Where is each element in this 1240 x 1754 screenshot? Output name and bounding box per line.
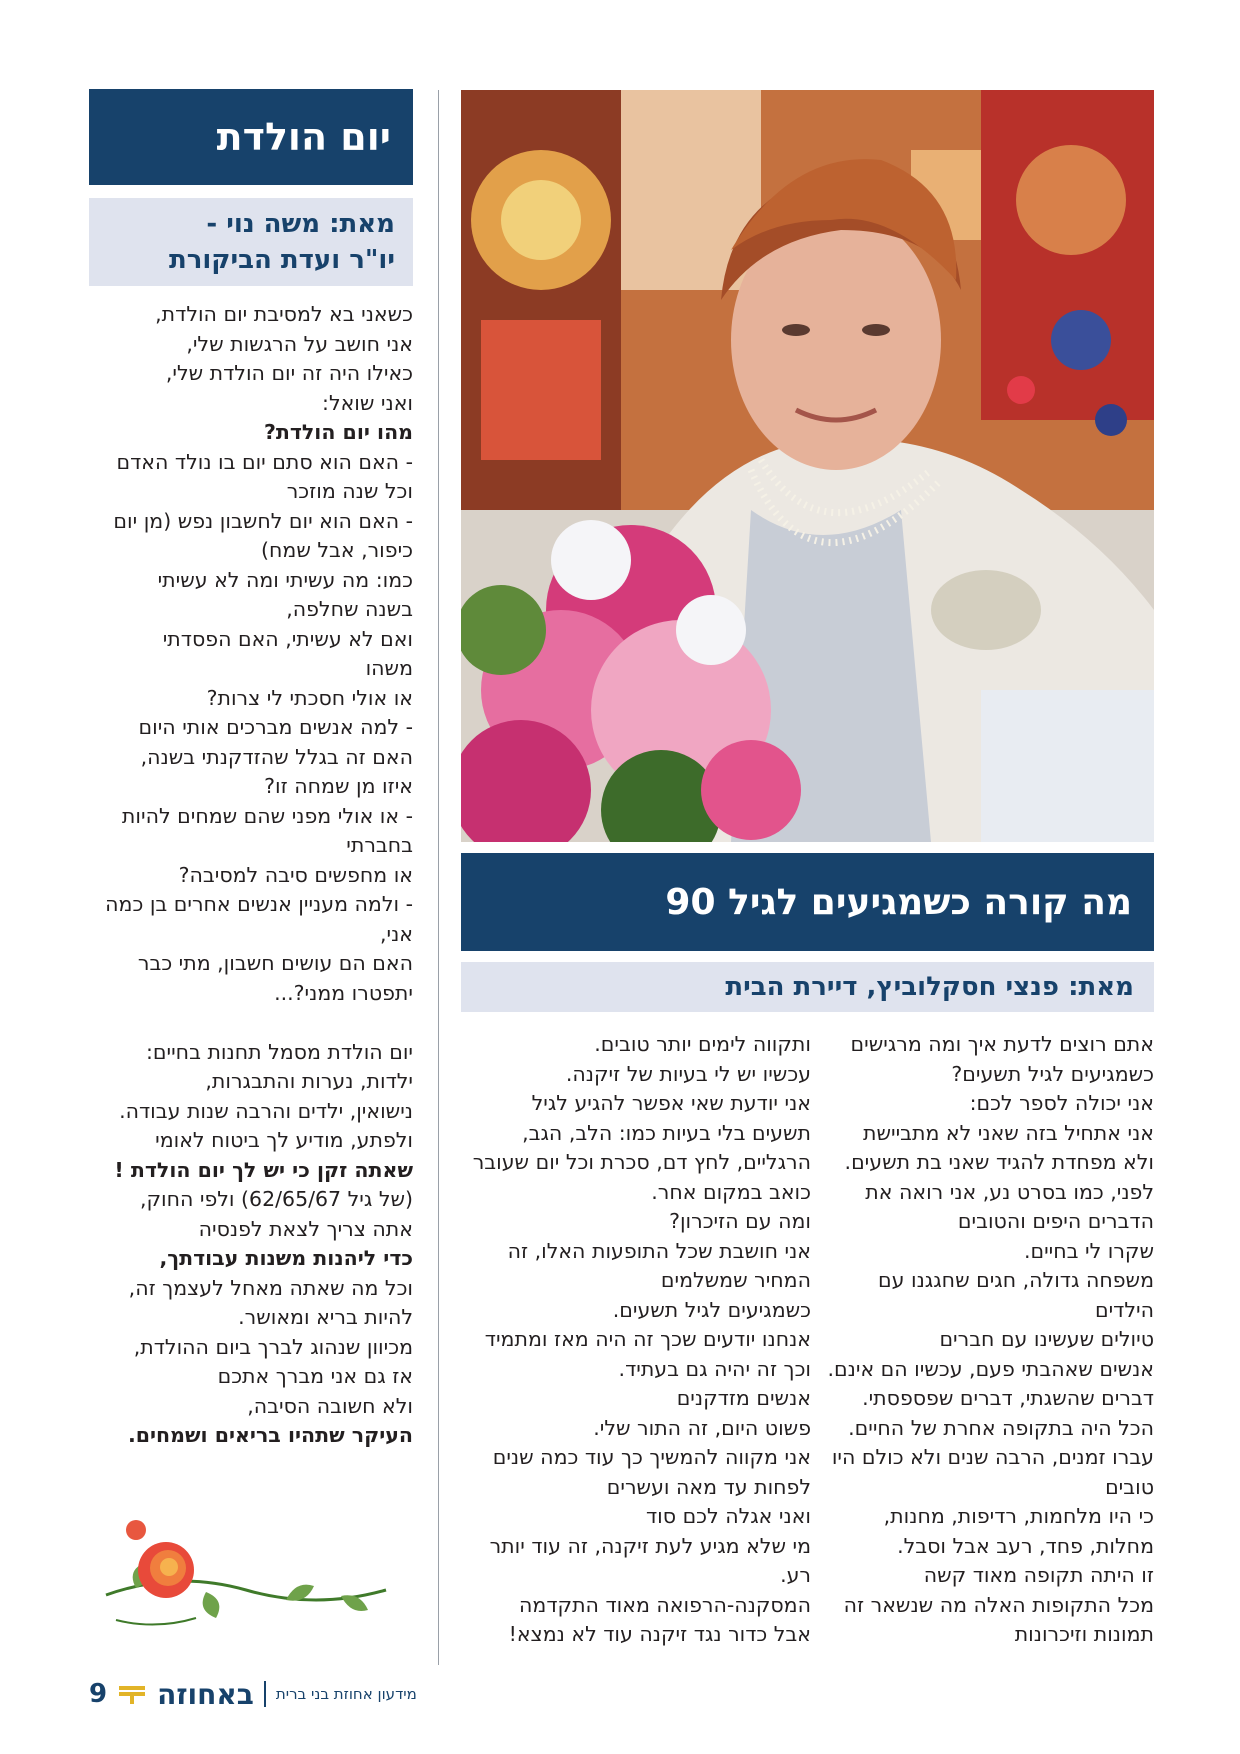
- text-line: (של גיל 62/65/67) ולפי החוק,: [139, 1187, 413, 1211]
- text-line: אני יכולה לספר לכם:: [969, 1091, 1154, 1115]
- text-line: כשמגיעים לגיל תשעים.: [612, 1297, 811, 1322]
- text-line: אתם רוצים לדעת איך ומה מרגישים: [850, 1032, 1154, 1056]
- text-line: אני חושבת שכל התופעות האלו, זה: [507, 1238, 811, 1263]
- main-article-title-text: מה קורה כשמגיעים לגיל 90: [665, 881, 1132, 923]
- left-article-body: [89, 300, 413, 1451]
- text-line: אתה צריך לצאת לפנסיה: [198, 1216, 413, 1241]
- text-line: מחלות, פחד, רעב אבל וסבל.: [897, 1533, 1154, 1558]
- text-line: בשנה שחלפה,: [286, 597, 413, 621]
- text-line: כשמגיעים לגיל תשעים?: [951, 1061, 1154, 1086]
- text-line: כשאני בא למסיבת יום הולדת,: [155, 302, 413, 326]
- main-article-title: [461, 853, 1154, 951]
- footer-separator: [264, 1681, 266, 1707]
- text-line: - למה אנשים מברכים אותי היום: [138, 715, 413, 739]
- text-line: המסקנה-הרפואה מאוד התקדמה: [519, 1592, 811, 1617]
- text-line: לפחות עד מאה ועשרים: [606, 1474, 811, 1499]
- text-line: האם הם עושים חשבון, מתי כבר: [137, 951, 413, 975]
- text-line: ולפתע, מודיע לך ביטוח לאומי: [155, 1128, 413, 1152]
- text-line: תשעים בלי בעיות כמו: הלב, הגב,: [522, 1120, 811, 1145]
- text-line: - האם הוא סתם יום בו נולד האדם: [116, 449, 413, 474]
- rose-illustration: [96, 1500, 396, 1640]
- text-line: כי היו מלחמות, רדיפות, מחנות,: [883, 1504, 1154, 1528]
- left-section-title: [89, 89, 413, 185]
- text-line: אנשים שאהבתי פעם, עכשיו הם אינם.: [827, 1356, 1154, 1381]
- text-line: טובים: [1105, 1474, 1154, 1499]
- text-line: וכל שנה מוזכר: [286, 479, 413, 503]
- text-line: או מחפשים סיבה למסיבה?: [178, 862, 413, 887]
- text-line: כמו: מה עשיתי ומה לא עשיתי: [157, 567, 413, 592]
- text-line: ואני שואל:: [322, 390, 413, 415]
- text-line: דברים שהשגתי, דברים שפספסתי.: [862, 1386, 1154, 1410]
- text-line: ילדות, נערות והתבגרות,: [205, 1069, 413, 1093]
- text-line: אני יודעת שאי אפשר להגיע לגיל: [531, 1091, 811, 1115]
- text-line: אני,: [379, 921, 413, 946]
- text-line: רע.: [780, 1563, 811, 1587]
- text-line: אבל כדור נגד זיקנה עוד לא נמצא!: [508, 1622, 811, 1646]
- text-line: נישואין, ילדים והרבה שנות עבודה.: [119, 1098, 413, 1123]
- page-footer: [89, 1676, 417, 1712]
- text-line: כאילו היה זה יום הולדת שלי,: [165, 361, 413, 385]
- text-line: טיולים שעשינו עם חברים: [939, 1327, 1154, 1351]
- text-line: ותקווה לימים יותר טובים.: [594, 1032, 811, 1056]
- text-line: ואני אגלה לכם סוד: [645, 1504, 811, 1528]
- text-line: עברו זמנים, הרבה שנים ולא כולם היו: [831, 1445, 1154, 1469]
- text-line: אז גם אני מברך אתכם: [217, 1364, 413, 1388]
- left-author-line2: יו"ר ועדת הביקורת: [168, 245, 395, 275]
- text-line: מכיוון שנהוג לברך ביום ההולדת,: [133, 1334, 413, 1359]
- text-line: הדברים היפים והטובים: [957, 1209, 1154, 1233]
- text-line: תמונות וזיכרונות: [1014, 1622, 1154, 1646]
- text-line: בחברתי: [346, 833, 413, 857]
- text-line: וכך זה יהיה גם בעתיד.: [618, 1356, 811, 1381]
- text-line: הכל היה בתקופה אחרת של החיים.: [848, 1415, 1154, 1440]
- text-line: הרגליים, לחץ דם, סכרת וכל יום שעובר: [472, 1150, 811, 1174]
- text-line: יתפטרו ממני?...: [274, 980, 413, 1005]
- text-line: וכל מה שאתה מאחל לעצמך זה,: [128, 1275, 413, 1300]
- text-line: או אולי חסכתי לי צרות?: [206, 685, 413, 710]
- footer-subtitle: מידעון אחוזת בני ברית: [275, 1685, 417, 1703]
- portrait-photo: [461, 90, 1154, 842]
- text-line: פשוט היום, זה התור שלי.: [593, 1415, 811, 1440]
- text-line: מכל התקופות האלה מה שנשאר זה: [843, 1592, 1154, 1617]
- text-line: ולא חשובה הסיבה,: [247, 1393, 413, 1418]
- text-line: ואם לא עשיתי, האם הפסדתי: [162, 626, 413, 651]
- left-section-title-text: יום הולדת: [216, 115, 391, 159]
- text-line: עכשיו יש לי בעיות של זיקנה.: [565, 1061, 811, 1086]
- text-line: שאתה זקן כי יש לך יום הולדת !: [114, 1157, 413, 1182]
- text-line: אני מקווה להמשיך כך עוד כמה שנים: [492, 1445, 811, 1469]
- text-line: כיפור, אבל שמח): [261, 538, 413, 562]
- main-article-column-right: [820, 1030, 1154, 1650]
- left-author-box: [89, 198, 413, 286]
- left-author-line1: מאת: משה נוי -: [206, 209, 395, 239]
- text-line: להיות בריא ומאושר.: [238, 1305, 413, 1329]
- page-number: 9: [89, 1679, 108, 1709]
- column-divider: [438, 90, 439, 1665]
- text-line: כדי ליהנות משנות עבודתך,: [159, 1246, 413, 1270]
- text-line: מהו יום הולדת?: [263, 420, 413, 444]
- text-line: כואב במקום אחר.: [651, 1179, 811, 1204]
- text-line: ומה עם הזיכרון?: [669, 1209, 811, 1233]
- text-line: מי שלא מגיע לעת זיקנה, זה עוד יותר: [489, 1533, 811, 1558]
- text-line: [89, 1008, 413, 1038]
- text-line: - ולמה מעניין אנשים אחרים בן כמה: [105, 892, 413, 916]
- main-author-text: מאת: פנצי חסקלוביץ, דיירת הבית: [725, 972, 1134, 1002]
- text-line: אנחנו יודעים שכך זה היה מאז ומתמיד: [484, 1327, 811, 1351]
- main-article-column-middle: [461, 1030, 811, 1650]
- text-line: אני אתחיל בזה שאני לא מתביישת: [862, 1120, 1154, 1145]
- text-line: האם זה בגלל שהזדקנתי בשנה,: [140, 744, 413, 769]
- text-line: משהו: [365, 656, 413, 680]
- text-line: זו היתה תקופה מאוד קשה: [923, 1563, 1154, 1587]
- main-author-box: [461, 962, 1154, 1012]
- text-line: - האם הוא יום לחשבון נפש (מן יום: [113, 508, 413, 533]
- brand-logo-text: באחוזה: [157, 1677, 254, 1711]
- text-line: העיקר שתהיו בריאים ושמחים.: [127, 1423, 413, 1447]
- text-line: משפחה גדולה, חגים שחגגנו עם: [878, 1268, 1154, 1292]
- menorah-icon: [117, 1682, 147, 1706]
- text-line: ולא מפחדת להגיד שאני בת תשעים.: [844, 1150, 1154, 1174]
- text-line: איזו מן שמחה זו?: [264, 774, 413, 798]
- text-line: הילדים: [1094, 1297, 1154, 1322]
- text-line: המחיר שמשלמים: [660, 1268, 811, 1292]
- text-line: - או אולי מפני שהם שמחים להיות: [121, 803, 413, 828]
- text-line: אנשים מזדקנים: [676, 1386, 811, 1410]
- text-line: לפני, כמו בסרט נע, אני רואה את: [865, 1179, 1154, 1204]
- text-line: אני חושב על הרגשות שלי,: [186, 331, 413, 356]
- text-line: שקרו לי בחיים.: [1023, 1238, 1154, 1263]
- text-line: יום הולדת מסמל תחנות בחיים:: [146, 1039, 413, 1064]
